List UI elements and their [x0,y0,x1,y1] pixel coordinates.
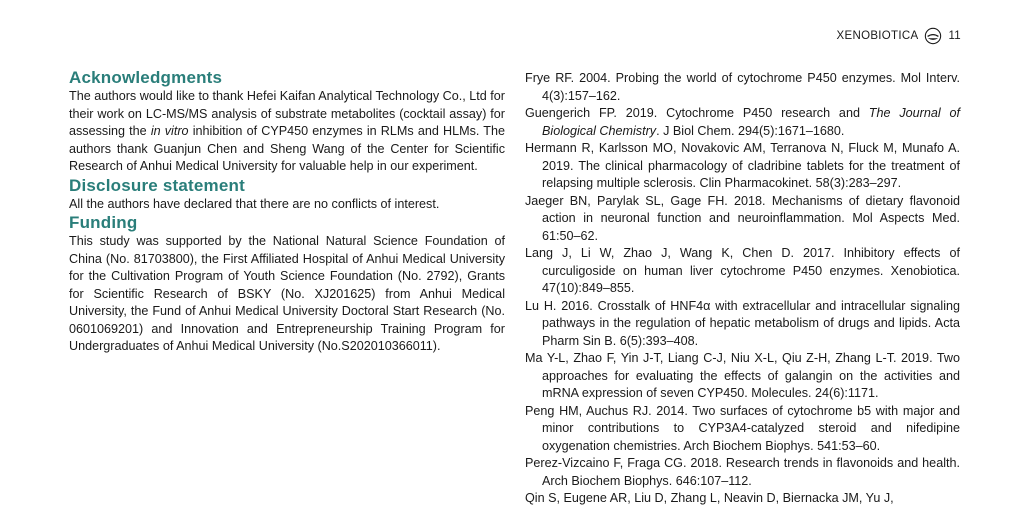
reference-item [525,403,960,456]
page-number: 11 [948,30,961,42]
reference-text: Guengerich FP. 2019. Cytochrome P450 research and [525,106,869,120]
reference-item [525,70,960,105]
disclosure-heading: Disclosure statement [69,175,245,195]
acknowledgments-italic: in vitro [150,124,189,138]
reference-text: Perez-Vizcaino F, Fraga CG. 2018. Research trends in flavonoids and health. Arch Biochem Biophys. 646:107–112. [525,456,960,488]
references-column [525,70,960,508]
disclosure-text: All the authors have declared that there are no conflicts of interest. [69,196,440,211]
reference-item [525,140,960,193]
acknowledgments-text-part: The authors would like to thank Hefei Kaifan Analytical Technology Co., Ltd for their work on LC-MS/MS analysis of substrate metabolites (cocktail assay) for assessing the [69,89,505,138]
reference-text: Peng HM, Auchus RJ. 2014. Two surfaces of cytochrome b5 with major and minor contributions to CYP3A4-catalyzed steroid and nifedipine oxygenation chemistries. Arch Biochem Biophys. 541:53–60. [525,403,960,453]
reference-text: Hermann R, Karlsson MO, Novakovic AM, Terranova N, Fluck M, Munafo A. 2019. The clinical pharmacology of cladribine tablets for the treatment of relapsing multiple sclerosis. Clin Pharmacokinet. 58(3):283–297. [525,141,960,190]
reference-text: Frye RF. 2004. Probing the world of cytochrome P450 enzymes. Mol Interv. 4(3):157–162. [525,71,960,103]
reference-item [525,350,960,403]
reference-text: Lang J, Li W, Zhao J, Wang K, Chen D. 2017. Inhibitory effects of curculigoside on human liver cytochrome P450 enzymes. Xenobiotica. 47(10):849–855. [525,246,960,295]
reference-italic: The Journal of Biological Chemistry [542,106,960,138]
funding-text: This study was supported by the National Natural Science Foundation of China (No. 81703800), the First Affiliated Hospital of Anhui Medical University for the Cultivation Program of Youth Science Foundation (No. 2792), Grants for Scientific Research of BSKY (No. XJ201625) from Anhui Medical University, the Fund of Anhui Medical University Doctoral Start Research (No. 0601069201) and Innovation and Entrepreneurship Training Program for Undergraduates of Anhui Medical University (No.S202010366011). [69,234,505,353]
reference-text: Lu H. 2016. Crosstalk of HNF4α with extracellular and intracellular signaling pathways in the regulation of hepatic metabolism of drugs and lipids. Acta Pharm Sin B. 6(5):393–408. [525,298,960,348]
reference-text: Ma Y-L, Zhao F, Yin J-T, Liang C-J, Niu X-L, Qiu Z-H, Zhang L-T. 2019. Two approaches for evaluating the effects of galangin on the activities and mRNA expression of seven CYP450. Molecules. 24(6):1171. [525,351,960,400]
left-column [69,68,505,356]
reference-item [525,490,960,508]
acknowledgments-heading: Acknowledgments [69,68,223,87]
reference-item [525,298,960,351]
journal-name: XENOBIOTICA [836,30,919,42]
reference-text: . J Biol Chem. 294(5):1671–1680. [656,123,845,138]
reference-text: Jaeger BN, Parylak SL, Gage FH. 2018. Mechanisms of dietary flavonoid action in neuronal function and neuroinflammation. Mol Aspects Med. 61:50–62. [525,193,960,243]
acknowledgments-text-part: inhibition of CYP450 enzymes in RLMs and HLMs. The authors thank Guanjun Chen and Sheng Wang of the Center for Scientific Research of Anhui Medical University for valuable help in our experiment. [69,124,505,173]
reference-item [525,193,960,246]
reference-item [525,245,960,298]
running-header [837,27,961,45]
acknowledgments-text [69,88,505,176]
reference-item [525,105,960,140]
reference-item [525,455,960,490]
reference-text: Qin S, Eugene AR, Liu D, Zhang L, Neavin D, Biernacka JM, Yu J, [525,491,894,505]
funding-heading: Funding [69,213,138,232]
taylor-francis-logo-icon [924,27,942,45]
